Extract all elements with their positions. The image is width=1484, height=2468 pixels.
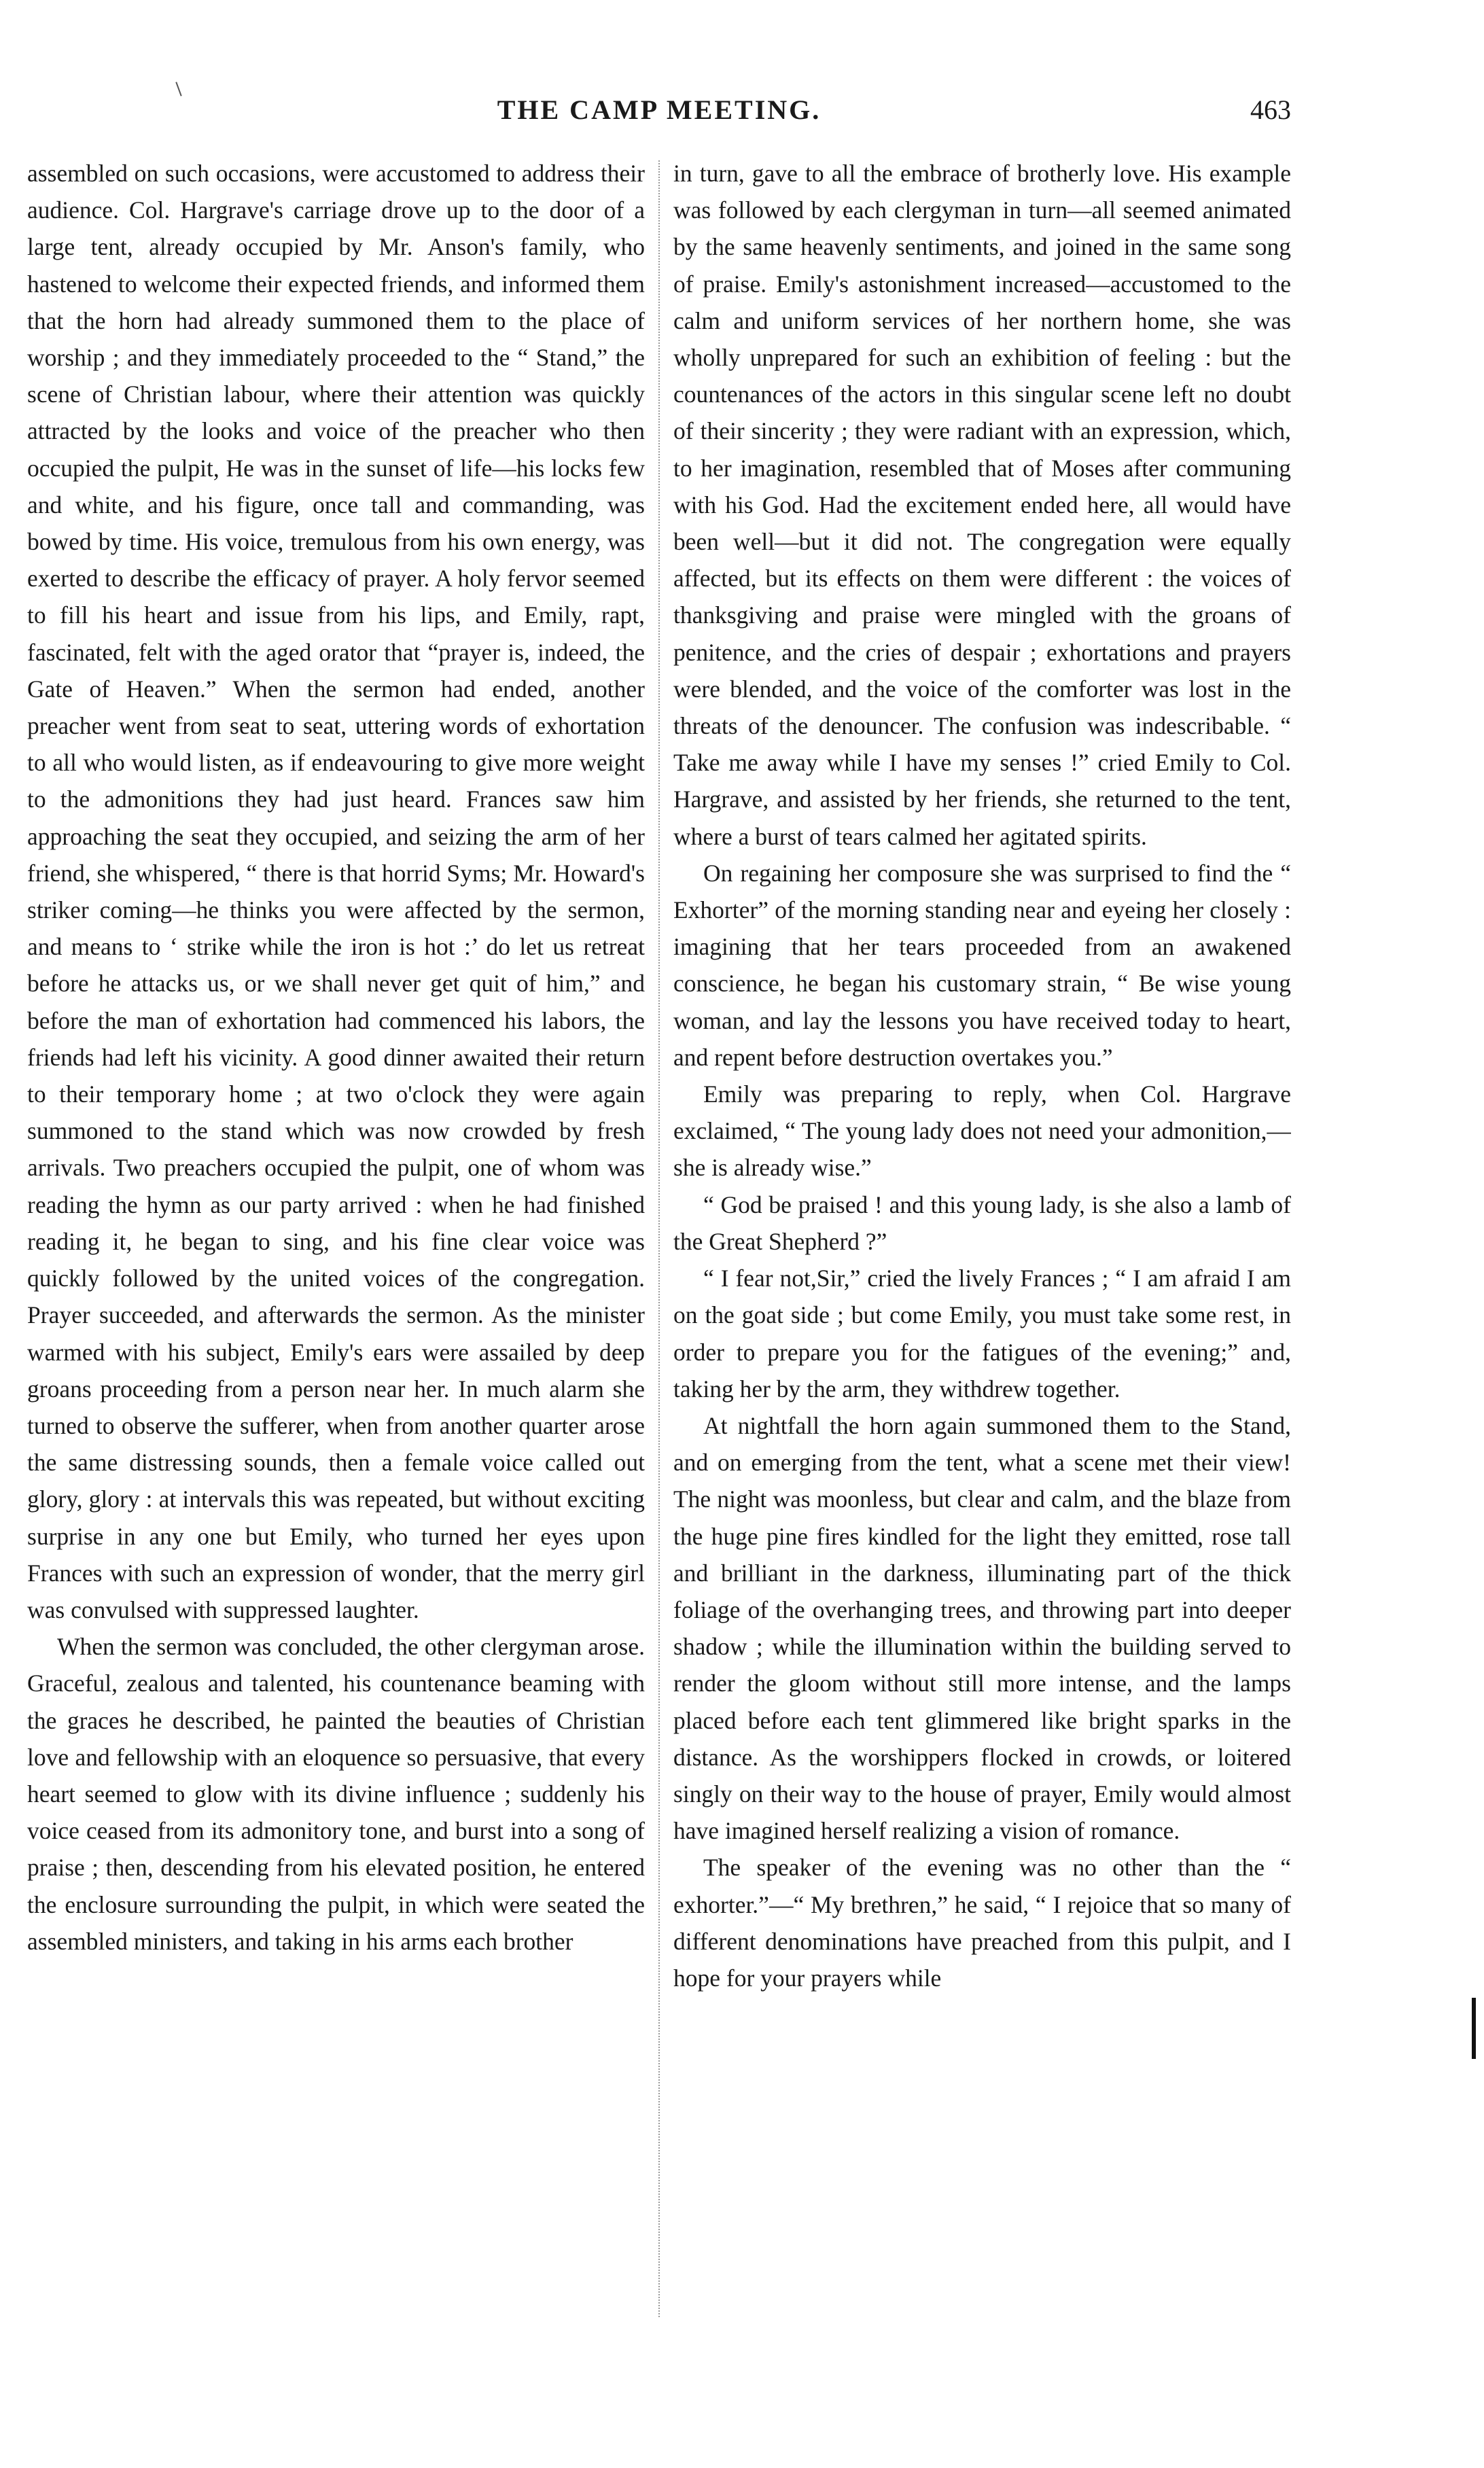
- paragraph: in turn, gave to all the embrace of brotherly love. His example was followed by each clergyman in turn—all seemed animated by the same heavenly sentiments, and joined in the same song of praise. Emily's astonishment increased—accustomed to the calm and uniform services of her northern home, she was wholly unprepared for such an exhibition of feeling : but the countenances of the actors in this singular scene left no doubt of their sincerity ; they were radiant with an expression, which, to her imagination, resembled that of Moses after communing with his God. Had the excitement ended here, all would have been well—but it did not. The congregation were equally affected, but its effects on them were different : the voices of thanksgiving and praise were mingled with the groans of penitence, and the cries of despair ; exhortations and prayers were blended, and the voice of the comforter was lost in the threats of the denouncer. The confusion was indescribable. “ Take me away while I have my senses !” cried Emily to Col. Hargrave, and assisted by her friends, she returned to the tent, where a burst of tears calmed her agitated spirits.: [673, 160, 1291, 850]
- paragraph: “ God be praised ! and this young lady, is she also a lamb of the Great Shepherd ?”: [673, 1191, 1291, 1255]
- paragraph: When the sermon was concluded, the other clergyman arose. Graceful, zealous and talented, his countenance beaming with the graces he described, he painted the beauties of Christian love and fellowship with an eloquence so persuasive, that every heart seemed to glow with its divine influence ; suddenly his voice ceased from its admonitory tone, and burst into a song of praise ; then, descending from his elevated position, he entered the enclosure surrounding the pulpit, in which were seated the assembled ministers, and taking in his arms each brother: [27, 1633, 645, 1955]
- right-column: [660, 155, 1291, 2323]
- paragraph: assembled on such occasions, were accustomed to address their audience. Col. Hargrave's carriage drove up to the door of a large tent, already occupied by Mr. Anson's family, who hastened to welcome their expected friends, and informed them that the horn had already summoned them to the place of worship ; and they immediately proceeded to the “ Stand,” the scene of Christian labour, where their attention was quickly attracted by the looks and voice of the preacher who then occupied the pulpit, He was in the sunset of life—his locks few and white, and his figure, once tall and commanding, was bowed by time. His voice, tremulous from his own energy, was exerted to describe the efficacy of prayer. A holy fervor seemed to fill his heart and issue from his lips, and Emily, rapt, fascinated, felt with the aged orator that “prayer is, indeed, the Gate of Heaven.” When the sermon had ended, another preacher went from seat to seat, uttering words of exhortation to all who would listen, as if endeavouring to give more weight to the admonitions they had just heard. Frances saw him approaching the seat they occupied, and seizing the arm of her friend, she whispered, “ there is that horrid Syms; Mr. Howard's striker coming—he thinks you were affected by the sermon, and means to ‘ strike while the iron is hot :’ do let us retreat before he attacks us, or we shall never get quit of him,” and before the man of exhortation had commenced his labors, the friends had left his vicinity. A good dinner awaited their return to their temporary home ; at two o'clock they were again summoned to the stand which was now crowded by fresh arrivals. Two preachers occupied the pulpit, one of whom was reading the hymn as our party arrived : when he had finished reading it, he began to sing, and his fine clear voice was quickly followed by the united voices of the congregation. Prayer succeeded, and afterwards the sermon. As the minister warmed with his subject, Emily's ears were assailed by deep groans proceeding from a person near her. In much alarm she turned to observe the sufferer, when from another quarter arose the same distressing sounds, then a female voice called out glory, glory : at intervals this was repeated, but without exciting surprise in any one but Emily, who turned her eyes upon Frances with such an expression of wonder, that the merry girl was convulsed with suppressed laughter.: [27, 160, 645, 1623]
- left-column: [27, 155, 658, 2323]
- paragraph: “ I fear not,Sir,” cried the lively Frances ; “ I am afraid I am on the goat side ; but come Emily, you must take some rest, in order to prepare you for the fatigues of the evening;” and, taking her by the arm, they withdrew together.: [673, 1265, 1291, 1403]
- text-columns: [27, 155, 1291, 2323]
- margin-ink-mark: [1472, 1998, 1476, 2059]
- paragraph: On regaining her composure she was surprised to find the “ Exhorter” of the morning standing near and eyeing her closely : imagining that her tears proceeded from an awakened conscience, he began his customary strain, “ Be wise young woman, and lay the lessons you have received today to heart, and repent before destruction overtakes you.”: [673, 859, 1291, 1071]
- paragraph: The speaker of the evening was no other than the “ exhorter.”—“ My brethren,” he said, “ I rejoice that so many of different denominations have preached from this pulpit, and I hope for your prayers while: [673, 1854, 1291, 1992]
- page-number: 463: [1250, 94, 1291, 125]
- paragraph: Emily was preparing to reply, when Col. Hargrave exclaimed, “ The young lady does not need your admonition,—she is already wise.”: [673, 1080, 1291, 1182]
- page-header: [27, 94, 1291, 135]
- paragraph: At nightfall the horn again summoned them to the Stand, and on emerging from the tent, what a scene met their view! The night was moonless, but clear and calm, and the blaze from the huge pine fires kindled for the light they emitted, rose tall and brilliant in the darkness, illuminating part of the thick foliage of the overhanging trees, and throwing part into deeper shadow ; while the illumination within the building served to render the gloom without still more intense, and the lamps placed before each tent glimmered like bright sparks in the distance. As the worshippers flocked in crowds, or loitered singly on their way to the house of prayer, Emily would almost have imagined herself realizing a vision of romance.: [673, 1411, 1291, 1845]
- running-title: THE CAMP MEETING.: [497, 94, 822, 125]
